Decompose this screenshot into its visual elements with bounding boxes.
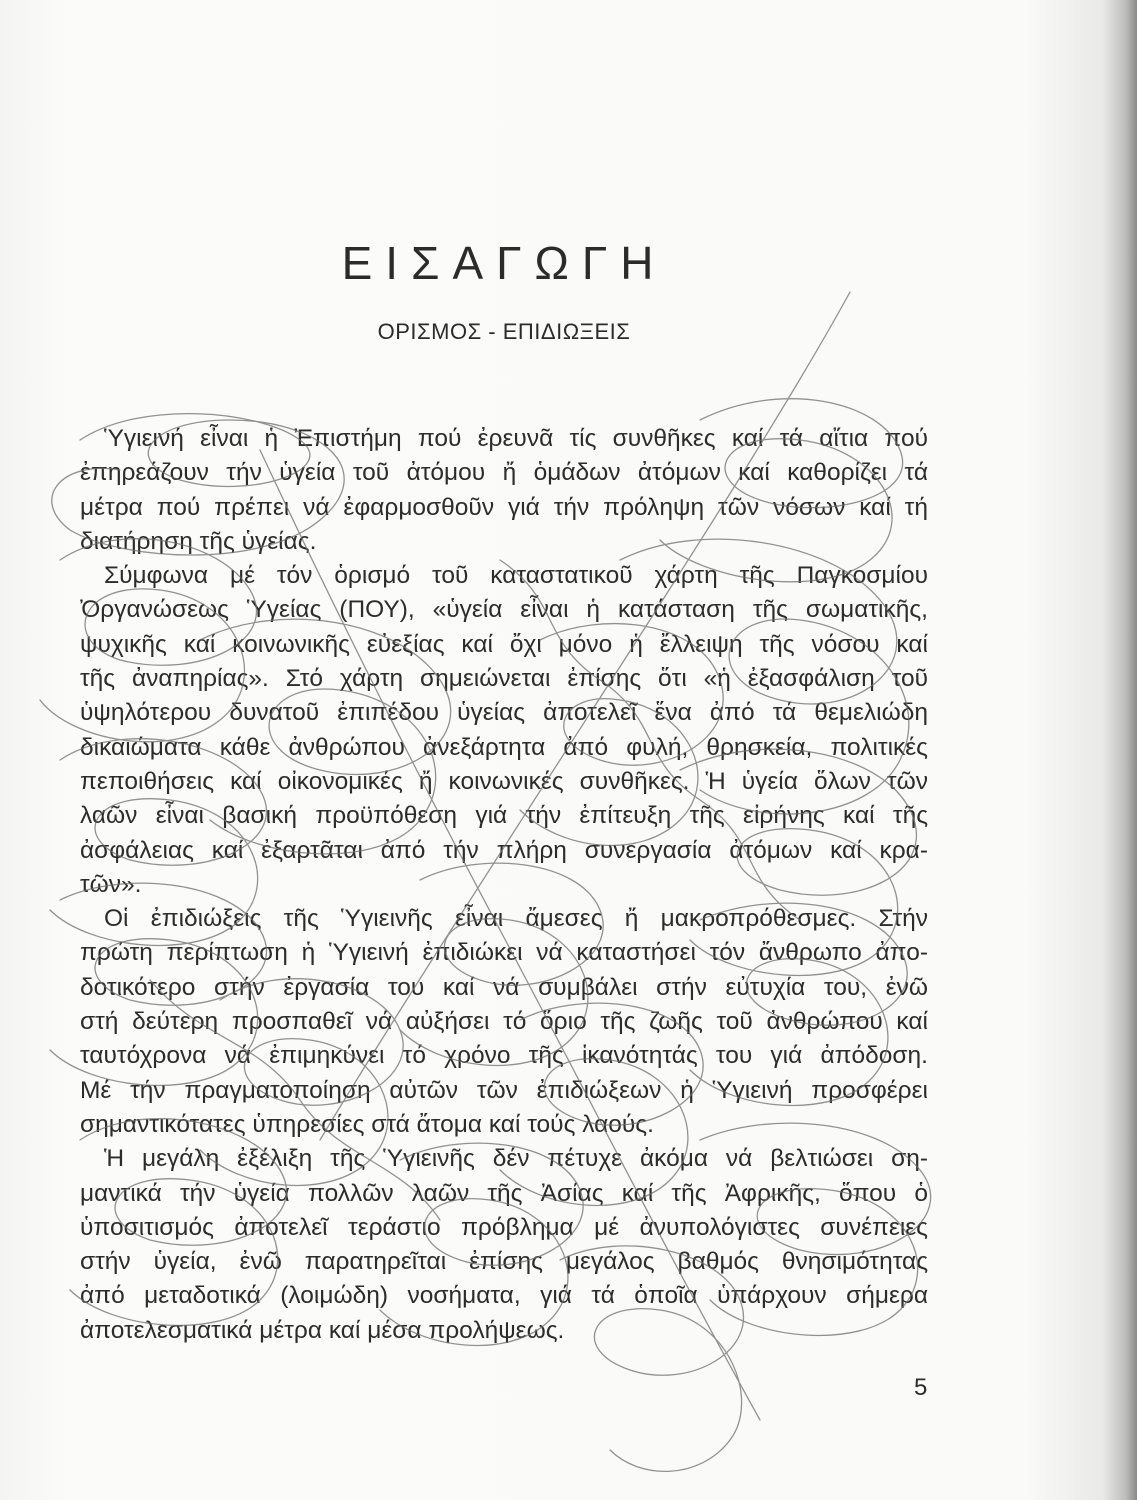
text-line: σημαντικότατες ὑπηρεσίες στά ἄτομα καί τούς λαούς. (80, 1110, 654, 1138)
text-line: πρώτη περίπτωση ἡ Ὑγιεινή ἐπιδιώκει νά καταστήσει τόν ἄνθρωπο ἀπο- (80, 939, 928, 967)
text-line: μαντικά τήν ὑγεία πολλῶν λαῶν τῆς Ἀσίας καί τῆς Ἀφρικῆς, ὅπου ὁ (80, 1179, 928, 1207)
paragraph (80, 1142, 928, 1348)
section-subtitle: ΟΡΙΣΜΟΣ - ΕΠΙΔΙΩΞΕΙΣ (377, 319, 631, 344)
text-line: Ἡ μεγάλη ἐξέλιξη τῆς Ὑγιεινῆς δέν πέτυχε ἀκόμα νά βελτιώσει ση- (104, 1145, 928, 1173)
text-line: Ὀργανώσεως Ὑγείας (ΠΟΥ), «ὑγεία εἶναι ἡ κατάσταση τῆς σωματικῆς, (80, 596, 928, 624)
text-line: τῶν». (80, 870, 142, 898)
text-line: στήν ὑγεία, ἐνῶ παρατηρεῖται ἐπίσης μεγάλος βαθμός θνησιμότητας (80, 1248, 928, 1276)
text-line: τῆς ἀναπηρίας». Στό χάρτη σημειώνεται ἐπίσης ὅτι «ἡ ἐξασφάλιση τοῦ (80, 665, 928, 693)
text-line: δικαιώματα κάθε ἀνθρώπου ἀνεξάρτητα ἀπό φυλή, θρησκεία, πολιτικές (80, 733, 928, 761)
text-line: Σύμφωνα μέ τόν ὁρισμό τοῦ καταστατικοῦ χάρτη τῆς Παγκοσμίου (104, 562, 928, 590)
text-line: διατήρηση τῆς ὑγείας. (80, 527, 317, 555)
text-line: ἐπηρεάζουν τήν ὑγεία τοῦ ἀτόμου ἤ ὁμάδων ἀτόμων καί καθορίζει τά (80, 459, 928, 487)
paragraph (80, 559, 928, 902)
text-line: ὑψηλότερου δυνατοῦ ἐπιπέδου ὑγείας ἀποτελεῖ ἕνα ἀπό τά θεμελιώδη (80, 699, 928, 727)
text-line: μέτρα πού πρέπει νά ἐφαρμοσθοῦν γιά τήν πρόληψη τῶν νόσων καί τή (80, 493, 928, 521)
text-line: ταυτόχρονα νά ἐπιμηκύνει τό χρόνο τῆς ἱκανότητάς του γιά ἀπόδοση. (80, 1042, 928, 1070)
text-line: στή δεύτερη προσπαθεῖ νά αὐξήσει τό ὅριο τῆς ζωῆς τοῦ ἀνθρώπου καί (80, 1008, 928, 1036)
text-line: δοτικότερο στήν ἐργασία του καί νά συμβάλει στήν εὐτυχία του, ἐνῶ (80, 973, 928, 1001)
body-text (80, 422, 928, 1348)
page-number: 5 (914, 1374, 928, 1401)
text-line: ὑποσιτισμός ἀποτελεῖ τεράστιο πρόβλημα μέ ἀνυπολόγιστες συνέπειες (80, 1213, 928, 1241)
text-line: Μέ τήν πραγματοποίηση αὐτῶν τῶν ἐπιδιώξεων ἡ Ὑγιεινή προσφέρει (80, 1076, 928, 1104)
text-line: ἀπό μεταδοτικά (λοιμώδη) νοσήματα, γιά τά ὁποῖα ὑπάρχουν σήμερα (80, 1282, 928, 1310)
paragraph (80, 422, 928, 559)
text-line: λαῶν εἶναι βασική προϋπόθεση γιά τήν ἐπίτευξη τῆς εἰρήνης καί τῆς (80, 802, 928, 830)
text-line: πεποιθήσεις καί οἰκονομικές ἤ κοινωνικές συνθῆκες. Ἡ ὑγεία ὅλων τῶν (80, 767, 928, 795)
text-line: Ὑγιεινή εἶναι ἡ Ἐπιστήμη πού ἐρευνᾶ τίς συνθῆκες καί τά αἴτια πού (104, 425, 928, 452)
paragraph (80, 902, 928, 1142)
text-line: ἀποτελεσματικά μέτρα καί μέσα προλήψεως. (80, 1316, 565, 1344)
text-line: Οἱ ἐπιδιώξεις τῆς Ὑγιεινῆς εἶναι ἄμεσες ἤ μακροπρόθεσμες. Στήν (104, 905, 928, 933)
text-line: ἀσφάλειας καί ἐξαρτᾶται ἀπό τήν πλήρη συνεργασία ἀτόμων καί κρα- (80, 836, 928, 864)
text-line: ψυχικῆς καί κοινωνικῆς εὐεξίας καί ὄχι μόνο ἡ ἔλλειψη τῆς νόσου καί (80, 630, 928, 658)
page-title: ΕΙΣΑΓΩΓΗ (341, 237, 667, 289)
